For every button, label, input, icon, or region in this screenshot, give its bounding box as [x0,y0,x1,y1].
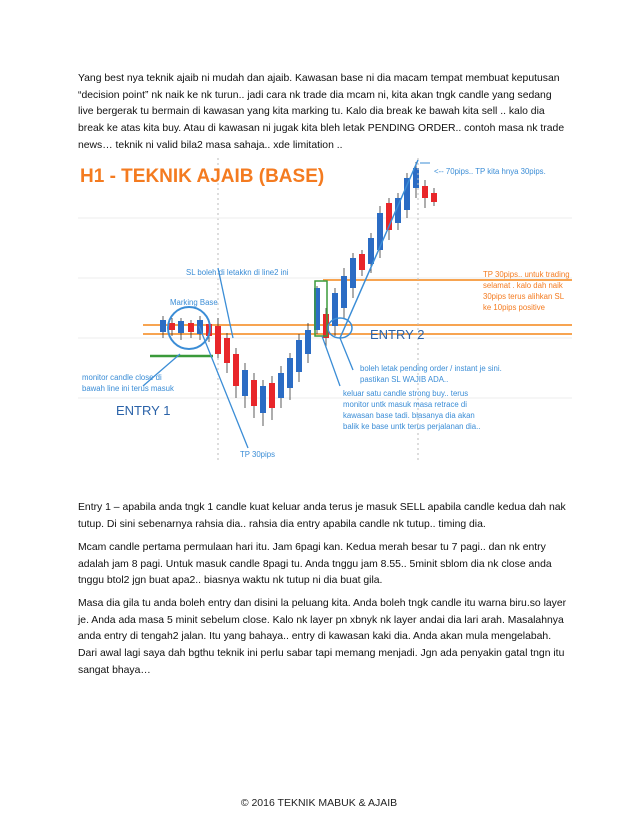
svg-text:pastikan SL WAJIB ADA..: pastikan SL WAJIB ADA.. [360,375,449,384]
candle-body [269,383,275,408]
candle-body [224,338,230,363]
candle-body [169,323,175,330]
svg-text:monitor untk masuk masa retrac: monitor untk masuk masa retrace di [343,400,467,409]
candlesticks [160,162,437,426]
candle-body [260,386,266,413]
label-marking-base: Marking Base [170,298,218,307]
svg-text:selamat . kalo dah naik: selamat . kalo dah naik [483,281,563,290]
label-entry1: ENTRY 1 [116,403,171,418]
candle-body [377,213,383,250]
label-pending [360,364,502,384]
label-tp-right [483,270,570,312]
label-sl-note: SL boleh di letakkn di line2 ini [186,268,289,277]
tp-bottom-arrow [199,326,248,448]
candle-body [188,323,194,332]
candle-body [178,321,184,333]
svg-text:bawah line ini terus masuk: bawah line ini terus masuk [82,384,174,393]
svg-text:monitor candle close di: monitor candle close di [82,373,162,382]
svg-text:kawasan base tadi. biasanya di: kawasan base tadi. biasanya dia akan [343,411,475,420]
candle-body [296,340,302,372]
pending-arrow [340,338,353,370]
candle-body [287,358,293,388]
label-keluar [343,389,480,431]
svg-text:keluar satu candle strong buy.: keluar satu candle strong buy.. terus [343,389,469,398]
entry1-paragraph: Entry 1 – apabila anda tngk 1 candle kuat keluar anda terus je masuk SELL apabila candle kedua dah nak tutup. Di sini sebenarnya rahsia dia.. rahsia dia entry apabila candle nk tutup.. timing dia. [78,502,566,530]
candle-body [341,276,347,308]
candle-body [359,254,365,270]
label-tp-bottom: TP 30pips [240,450,275,459]
chart-title: H1 - TEKNIK AJAIB (BASE) [80,166,325,187]
candle-body [332,293,338,326]
base-technique-chart [78,158,572,460]
candle-body [422,186,428,198]
candle-body [242,370,248,396]
candle-body [350,258,356,288]
candle-body [305,330,311,354]
svg-text:TP 30pips.. untuk trading: TP 30pips.. untuk trading [483,270,570,279]
keluar-arrow [322,336,340,386]
label-70pips: <-- 70pips.. TP kita hnya 30pips. [434,167,546,176]
label-entry2: ENTRY 2 [370,327,425,342]
svg-text:boleh letak pending order / in: boleh letak pending order / instant je sini. [360,364,502,373]
candle-body [215,326,221,354]
candle-body [404,178,410,210]
candle-body [233,354,239,386]
svg-text:balik ke base untk terus perja: balik ke base untk terus perjalanan dia.. [343,422,481,431]
rally-arrow [340,160,418,338]
intro-paragraph: Yang best nya teknik ajaib ni mudah dan ajaib. Kawasan base ni dia macam tempat membuat keputusan “decision point” nk naik ke nk turun.. jadi cara nk trade dia mcam ni, kita akan tngk candle yang sedang live bergerak tu bermain di kawasan yang kita marking tu. Kalo dia break ke bawah kita sell .. kalo dia break ke atas kita buy. Atau di kawasan ni jugak kita bleh letak PENDING ORDER.. contoh masa nk trade news… teknik ni valid bila2 masa sahaja.. xde limitation .. [78,73,565,151]
candle-body [368,238,374,264]
candle-body [160,320,166,332]
candle-body [431,193,437,202]
svg-text:ke 10pips positive: ke 10pips positive [483,303,545,312]
candle-body [278,373,284,398]
page-footer: © 2016 TEKNIK MABUK & AJAIB [240,797,398,809]
timing-paragraph: Mcam candle pertama permulaan hari itu. Jam 6pagi kan. Kedua merah besar tu 7 pagi.. dan nk entry adalah jam 8 pagi. Untuk masuk candle 8pagi tu. Anda tnggu jam 8.55.. 5minit sblom dia nk close anda tnggu btol2 jgn buat apa2.. biasnya waktu nk tutup ni dia buat gila. [78,542,552,587]
svg-text:30pips terus alihkan SL: 30pips terus alihkan SL [483,292,565,301]
candle-body [251,380,257,406]
label-monitor-left [82,373,174,393]
layer-paragraph: Masa dia gila tu anda boleh entry dan disini la peluang kita. Anda boleh tngk candle itu warna biru.so layer je. Anda ada masa 5 minit sebelum close. Kalo nk layer pn xbnyk nk layer andai dia lari arah. Masalahnya anda entry di tengah2 jalan. Itu yang bahaya.. entry di kawasan kaki dia. Anda akan mula mengelabah. Dari awal lagi saya dah bgthu teknik ini perlu sabar tapi memang menjadi. Jgn ada penyakin gatal tngn itu sangat bhaya… [78,598,567,676]
